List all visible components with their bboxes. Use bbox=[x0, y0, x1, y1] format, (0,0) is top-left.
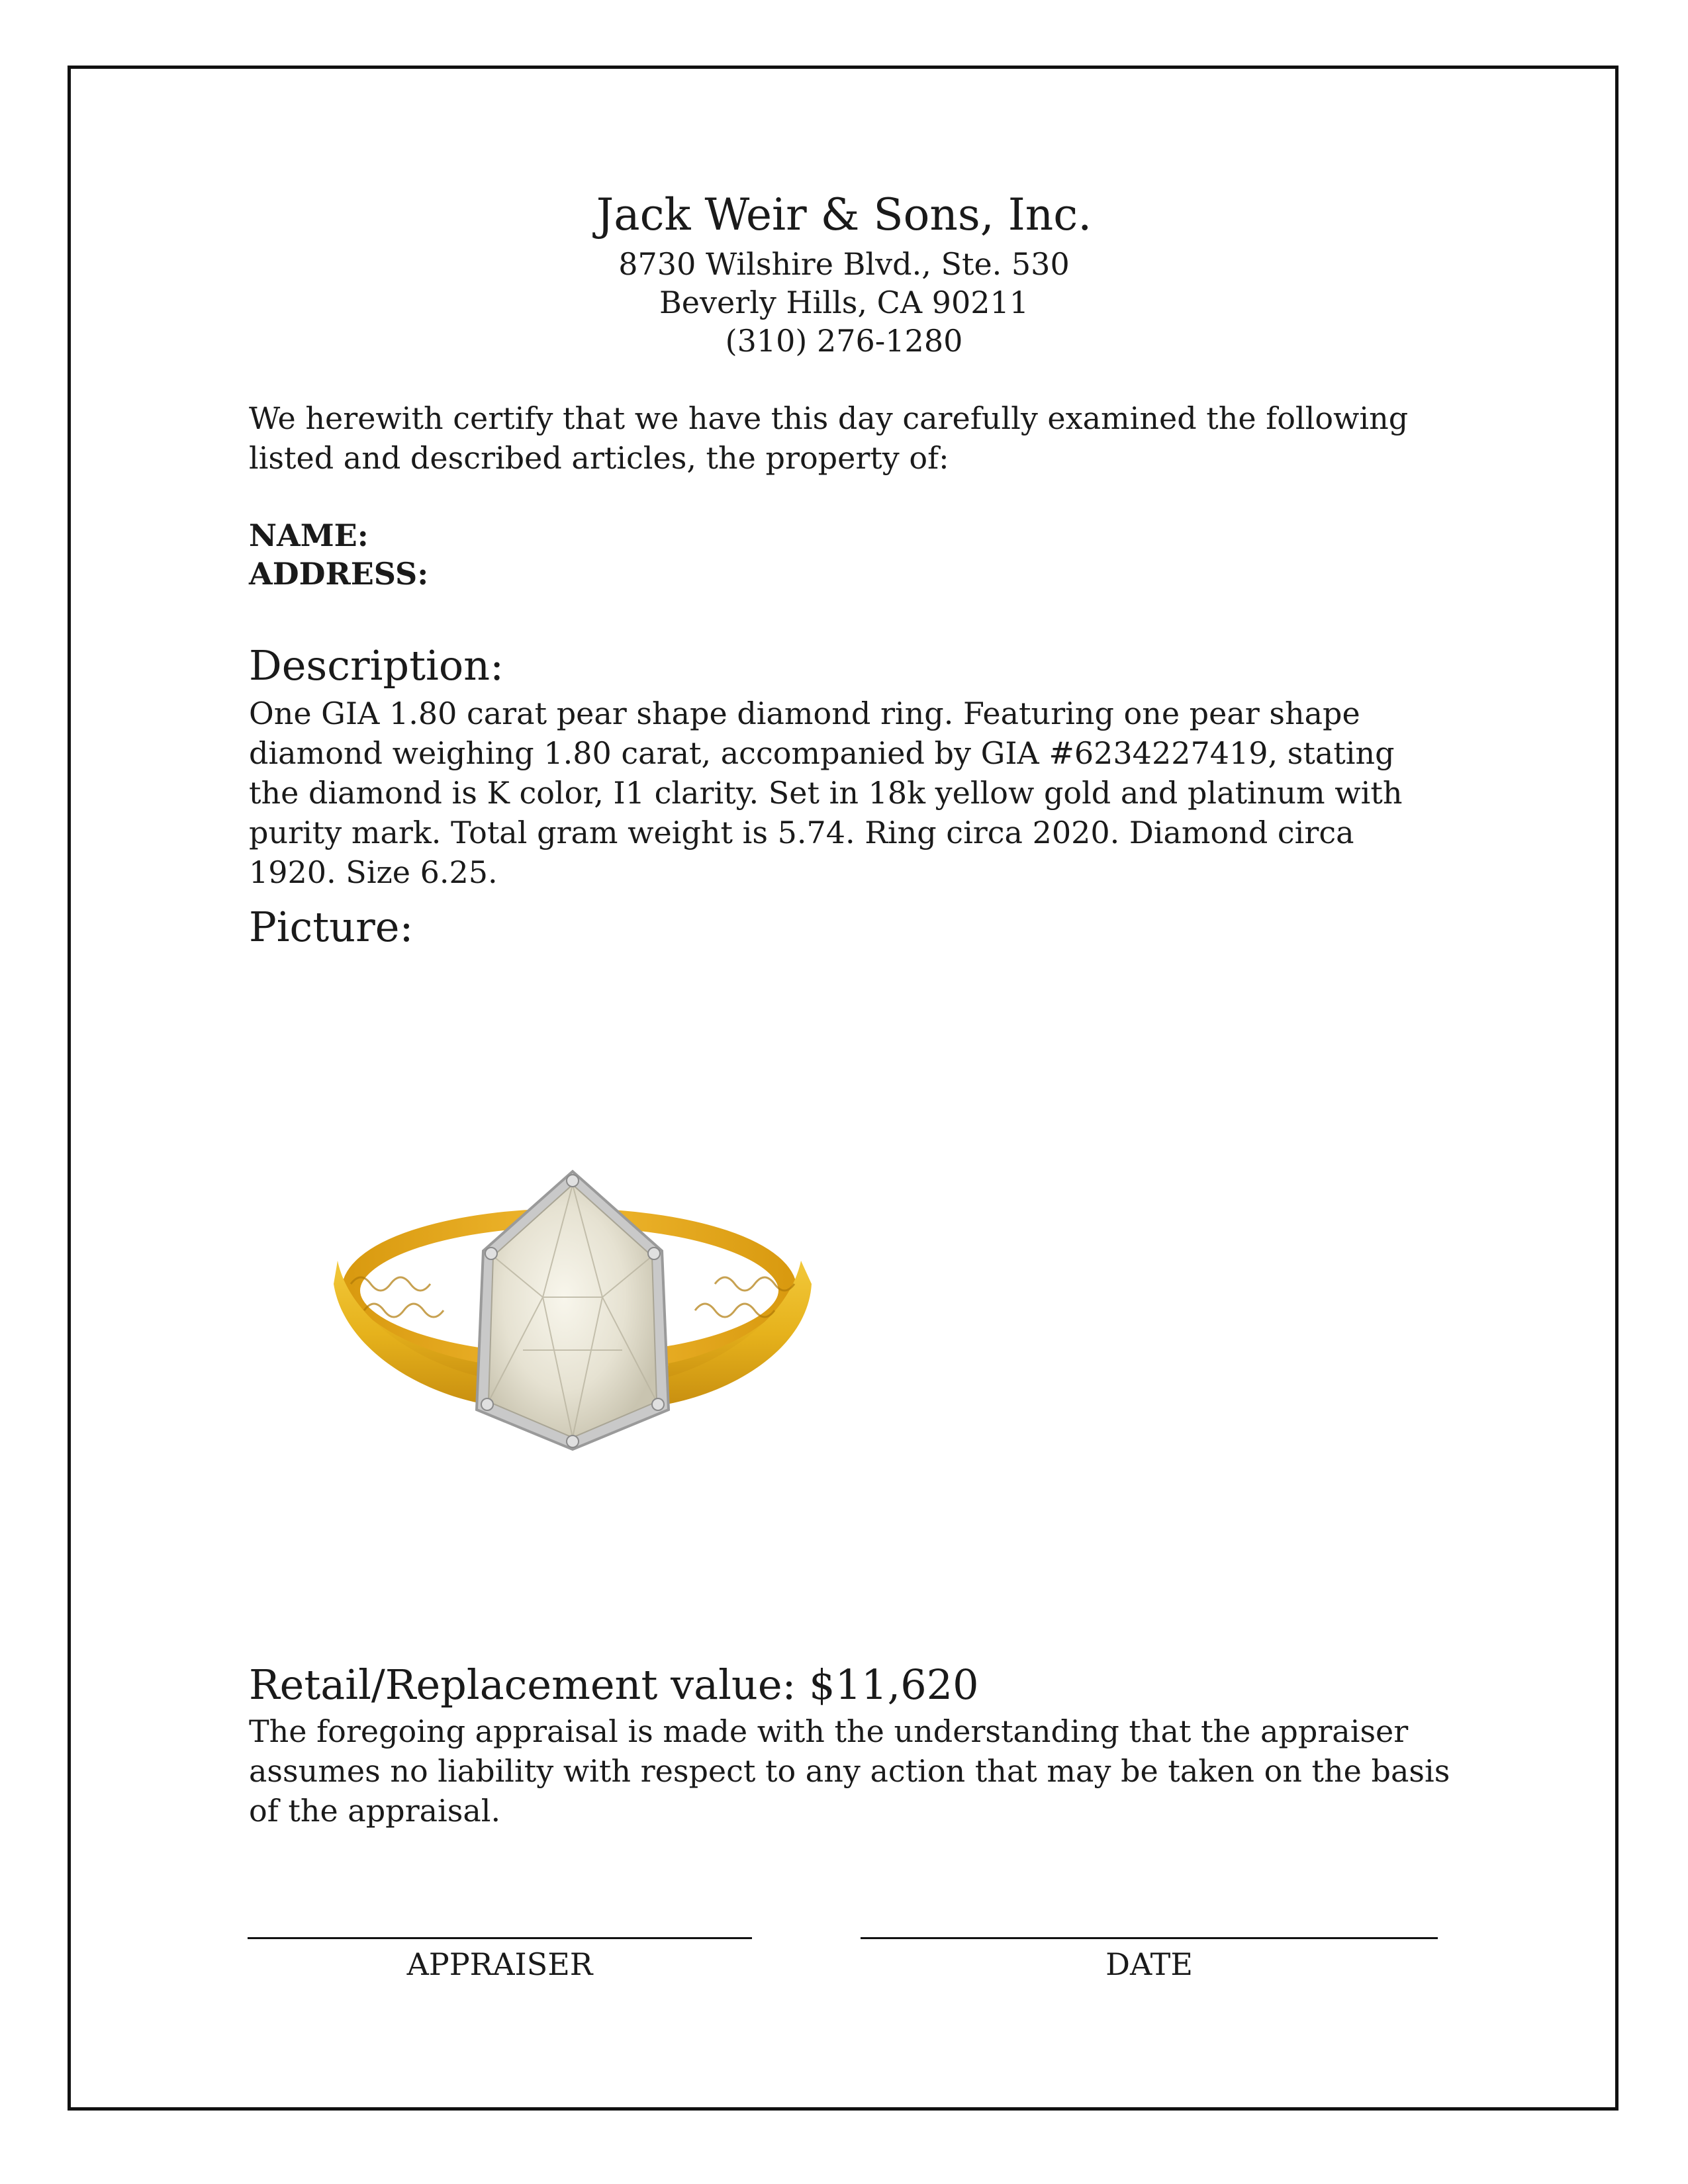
date-signature-line bbox=[861, 1937, 1438, 1939]
date-label: DATE bbox=[1105, 1946, 1193, 1982]
appraisal-disclaimer: The foregoing appraisal is made with the understanding that the appraiser assumes no liability with respect to any action that may be taken on the basis of the appraisal. bbox=[249, 1713, 1450, 1829]
retail-value-amount: $11,620 bbox=[809, 1661, 979, 1709]
appraiser-label: APPRAISER bbox=[406, 1946, 593, 1982]
description-body: One GIA 1.80 carat pear shape diamond ring. Featuring one pear shape diamond weighing 1.80 carat, accompanied by GIA #6234227419, stating the diamond is K color, I1 clarity. Set in 18k yellow gold and platinum with purity mark. Total gram weight is 5.74. Ring circa 2020. Diamond circa 1920. Size 6.25. bbox=[249, 696, 1403, 890]
company-name: Jack Weir & Sons, Inc. bbox=[596, 189, 1092, 240]
retail-value-label: Retail/Replacement value: bbox=[249, 1661, 796, 1709]
appraiser-signature-line bbox=[248, 1937, 752, 1939]
company-phone: (310) 276-1280 bbox=[725, 323, 963, 359]
description-heading: Description: bbox=[249, 641, 504, 690]
name-label: NAME: bbox=[249, 518, 369, 553]
ring-photo bbox=[324, 1152, 827, 1489]
company-address-line1: 8730 Wilshire Blvd., Ste. 530 bbox=[618, 246, 1070, 282]
company-address-line2: Beverly Hills, CA 90211 bbox=[659, 285, 1029, 320]
certification-text: We herewith certify that we have this day carefully examined the following listed and described articles, the property of: bbox=[249, 400, 1409, 476]
address-label: ADDRESS: bbox=[249, 556, 429, 592]
retail-value-line bbox=[249, 1660, 979, 1710]
picture-heading: Picture: bbox=[249, 903, 414, 951]
